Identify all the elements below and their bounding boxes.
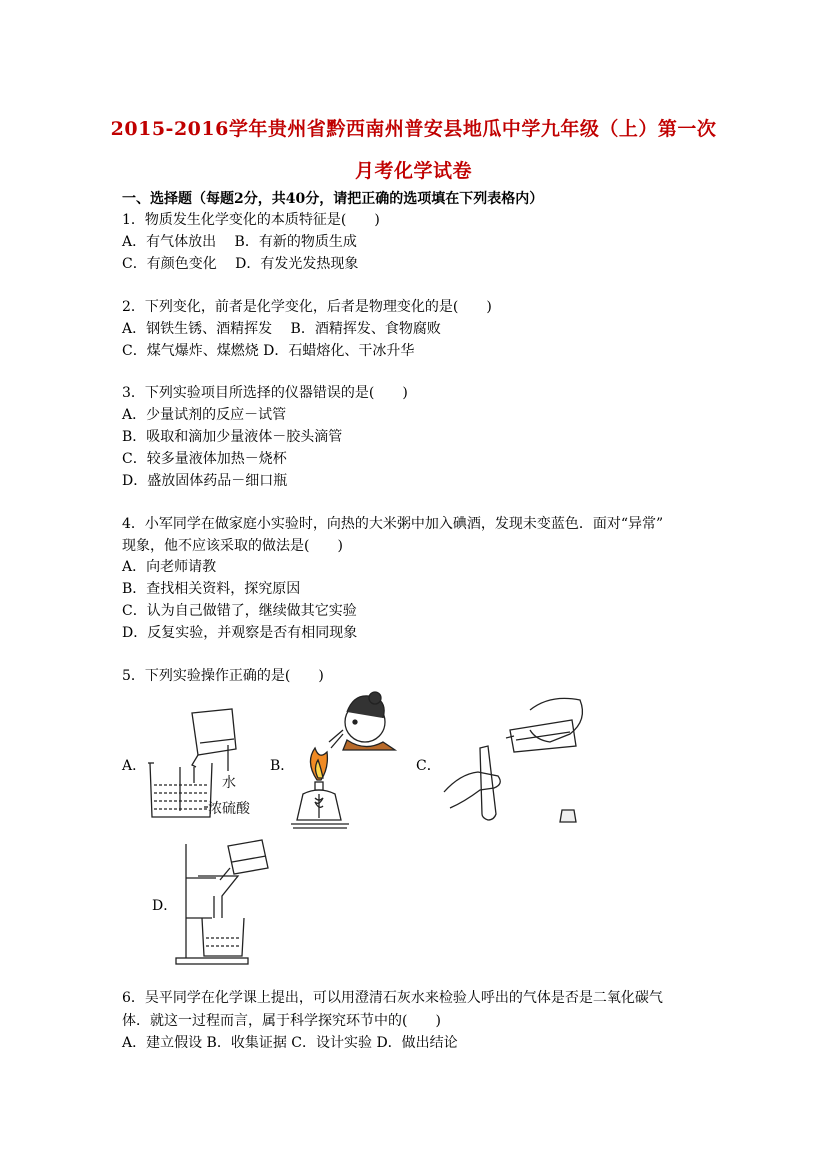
exam-title-line1: 2015-2016学年贵州省黔西南州普安县地瓜中学九年级（上）第一次: [110, 118, 717, 140]
q6-options: A．建立假设 B．收集证据 C．设计实验 D．做出结论: [122, 1035, 458, 1051]
funnel-icon: [198, 876, 238, 918]
label-sulfuric-acid: 浓硫酸: [208, 801, 250, 817]
q2-options-row2: C．煤气爆炸、煤燃烧 D．石蜡熔化、干冰升华: [122, 343, 415, 359]
exam-title-line2: 月考化学试卷: [354, 160, 472, 182]
q5-figure-b-alcohol-lamp: [285, 690, 415, 835]
q5-label-b: B．: [270, 758, 295, 774]
q3-option-c: C．较多量液体加热－烧杯: [122, 451, 287, 467]
q4-option-c: C．认为自己做错了，继续做其它实验: [122, 603, 357, 619]
q5-label-d: D．: [152, 898, 178, 914]
q4-option-d: D．反复实验，并观察是否有相同现象: [122, 625, 358, 641]
q5-stem: 5．下列实验操作正确的是( ): [122, 668, 324, 684]
q4-stem-line2: 现象，他不应该采取的做法是( ): [122, 538, 343, 554]
label-water: 水: [222, 775, 236, 791]
q5-figure-a-dilution: [140, 705, 265, 823]
q5-label-c: C．: [416, 758, 441, 774]
q6-stem-line2: 体．就这一过程而言，属于科学探究环节中的( ): [122, 1013, 441, 1029]
q2-options-row1: A．钢铁生锈、酒精挥发 B．酒精挥发、食物腐败: [122, 321, 441, 337]
collecting-beaker-icon: [202, 918, 244, 956]
q2-stem: 2．下列变化，前者是化学变化，后者是物理变化的是( ): [122, 299, 492, 315]
q4-option-b: B．查找相关资料，探究原因: [122, 581, 301, 597]
q4-option-a: A．向老师请教: [122, 559, 217, 575]
q3-option-d: D．盛放固体药品－细口瓶: [122, 473, 288, 489]
q1-stem: 1．物质发生化学变化的本质特征是( ): [122, 212, 380, 228]
q1-options-row2: C．有颜色变化 D．有发光发热现象: [122, 256, 359, 272]
section-heading: 一、选择题（每题2分，共40分，请把正确的选项填在下列表格内）: [122, 191, 544, 207]
stopper-icon: [560, 810, 576, 822]
q3-option-a: A．少量试剂的反应－试管: [122, 407, 287, 423]
test-tube-icon: [480, 746, 496, 820]
q6-stem-line1: 6．吴平同学在化学课上提出，可以用澄清石灰水来检验人呼出的气体是否是二氧化碳气: [122, 990, 663, 1006]
upper-beaker-icon: [192, 709, 236, 755]
q3-option-b: B．吸取和滴加少量液体－胶头滴管: [122, 429, 343, 445]
q1-options-row1: A．有气体放出 B．有新的物质生成: [122, 234, 357, 250]
q3-stem: 3．下列实验项目所选择的仪器错误的是( ): [122, 385, 408, 401]
q4-stem-line1: 4．小军同学在做家庭小实验时，向热的大米粥中加入碘酒，发现未变蓝色．面对“异常”: [122, 516, 664, 532]
q5-figure-c-pouring: [440, 690, 590, 835]
q5-figure-d-filtration: [172, 838, 282, 968]
q5-label-a: A．: [122, 758, 147, 774]
